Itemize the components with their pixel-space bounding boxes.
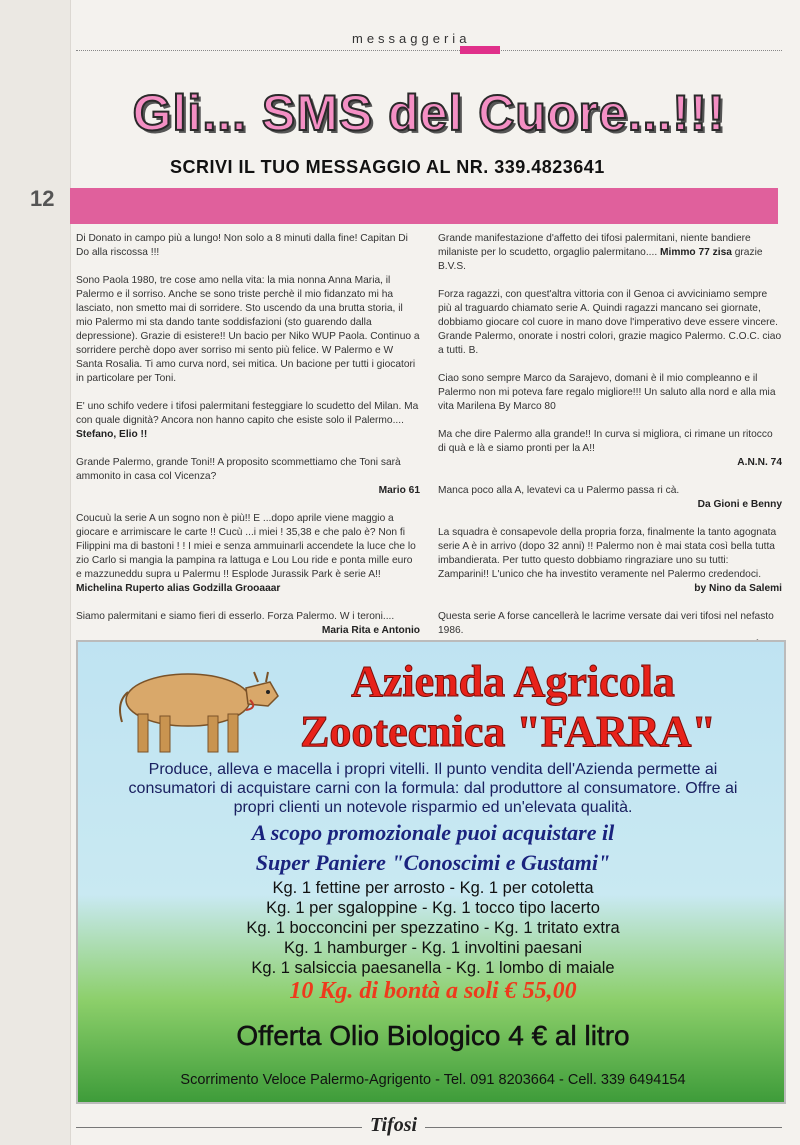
message-text: Siamo palermitani e siamo fieri di esserlo. Forza Palermo. W i teroni.... (76, 611, 395, 622)
message (76, 400, 420, 442)
message (438, 526, 782, 596)
ad-description: Produce, alleva e macella i propri vitelli. Il punto vendita dell'Azienda permette ai consumatori di acquistare carni con la formula: dal produttore al consumatore. Offre ai propri clienti un notevole risparmio ed un'elevata qualità. (128, 761, 738, 816)
magazine-brand: Tifosi (362, 1114, 425, 1137)
message-text: Forza ragazzi, con quest'altra vittoria con il Genoa ci avviciniamo sempre più al traguardo chiamato serie A. Quindi ragazzi mancano sei giornate, dobbiamo giocare col cuore in mano dove l'imperativo deve essere vincere. Grande Palermo, onorate i nostri colori, grazie magico Palermo. C.O.C. ciao a tutti. B. (438, 289, 782, 356)
message-text: Ma che dire Palermo alla grande!! In curva si migliora, ci rimane un ritocco di quà e là e siamo pronti per la A!! (438, 429, 773, 454)
ad-item: Kg. 1 salsiccia paesanella - Kg. 1 lombo di maiale (251, 959, 615, 977)
message-text: Coucuù la serie A un sogno non è più!! E ...dopo aprile viene maggio a giocare e arrimiscare le carte !! Cucù ...i miei ! 35,38 e che palo è? Non fi Filippini ma di bastoni ! ! I miei e senza ammuinarli accendete la luce che lo zio Carlo si mangia la pampina ra lattuga e Lou Lou ride e ponta mille euro e mazzuneddu supra u Palermu !! Esplode Jurassik Park è serie A!! (76, 513, 416, 580)
message (438, 232, 782, 274)
message (76, 232, 420, 260)
message (76, 456, 420, 498)
message-text: La squadra è consapevole della propria forza, finalmente la tanto agognata serie A è in arrivo (dopo 32 anni) !! Palermo non è mai stata così bella tutta imbandierata. Per tutto questo dobbiamo ringraziare uno su tutti: Zamparini!! L'unico che ha investito veramente nel Palermo credendoci. (438, 527, 777, 580)
message-text: Questa serie A forse cancellerà le lacrime versate dai veri tifosi nel nefasto 1986. (438, 611, 774, 636)
message-signature: Michelina Ruperto alias Godzilla Grooaaar (76, 583, 281, 594)
page-number: 12 (30, 186, 55, 211)
message-signature: Stefano, Elio !! (76, 429, 148, 440)
messages-right-column (438, 232, 782, 666)
ad-item: Kg. 1 fettine per arrosto - Kg. 1 per cotoletta (272, 879, 594, 897)
message-extra: grazie B.V.S. (438, 247, 763, 272)
message-signature: Da Gioni e Benny (697, 499, 782, 510)
page-margin-strip (0, 0, 71, 1145)
page-title: Gli... SMS del Cuore...!!! (132, 85, 726, 141)
section-label: messaggeria (352, 31, 471, 46)
ad-promo-line: A scopo promozionale puoi acquistare il (251, 820, 615, 845)
ad-item-list (118, 878, 748, 978)
message (76, 512, 420, 596)
message (76, 274, 420, 386)
ad-contact: Scorrimento Veloce Palermo-Agrigento - Tel. 091 8203664 - Cell. 339 6494154 (180, 1072, 686, 1088)
message-signature: Mimmo 77 zisa (660, 247, 732, 258)
message (76, 610, 420, 638)
advertisement (76, 640, 786, 1104)
message (438, 428, 782, 470)
pink-banner (70, 188, 778, 224)
message-signature: by Nino da Salemi (694, 583, 782, 594)
ad-oil-offer: Offerta Olio Biologico 4 € al litro (236, 1020, 630, 1051)
ad-item: Kg. 1 per sgaloppine - Kg. 1 tocco tipo lacerto (266, 899, 600, 917)
messages-left-column (76, 232, 420, 652)
message (438, 288, 782, 358)
page-subtitle: SCRIVI IL TUO MESSAGGIO AL NR. 339.4823641 (170, 157, 605, 177)
ad-title: Azienda Agricola (351, 657, 675, 706)
message-text: Sono Paola 1980, tre cose amo nella vita: la mia nonna Anna Maria, il Palermo e il sorriso. Anche se sono triste perchè il mio fidanzato mi ha lasciato, non smetto mai di sorridere. Sto uscendo da una brutta storia, il mio Palermo mi sta dando tante soddisfazioni (sto guarendo dalla depressione). Grazie di esistere!! Un bacio per Niko WUP Paola. Continuo a sorridere perchè dopo aver sorriso mi sento più felice. W Palermo e W Santa Rosalia. Ti amo curva nord, sei mitica. Un bacione per tutti i giocatori in particolare per Toni. (76, 275, 420, 384)
top-divider (76, 50, 782, 51)
ad-title-line2: Zootecnica "FARRA" (300, 707, 716, 756)
section-marker (460, 46, 500, 54)
ad-promo-line: Super Paniere "Conoscimi e Gustami" (255, 850, 611, 875)
message-text: Grande Palermo, grande Toni!! A proposito scommettiamo che Toni sarà ammonito in casa col Vicenza? (76, 457, 401, 482)
message-text: Grande manifestazione d'affetto dei tifosi palermitani, niente bandiere milaniste per lo scudetto, orgaglio palermitano.... (438, 233, 751, 258)
message-text: E' uno schifo vedere i tifosi palermitani festeggiare lo scudetto del Milan. Ma con quale dignità? Ancora non hanno capito che esiste solo il Palermo.... (76, 401, 419, 426)
ad-price: 10 Kg. di bontà a soli € 55,00 (289, 978, 577, 1004)
bottom-divider (76, 1127, 782, 1128)
ad-item: Kg. 1 hamburger - Kg. 1 involtini paesani (283, 939, 583, 957)
message-signature: Mario 61 (378, 485, 420, 496)
message-text: Manca poco alla A, levatevi ca u Palermo passa ri cà. (438, 485, 680, 496)
message (438, 484, 782, 512)
message-signature: Maria Rita e Antonio (321, 625, 420, 636)
message-text: Di Donato in campo più a lungo! Non solo a 8 minuti dalla fine! Capitan Di Do alla riscossa !!! (76, 233, 408, 258)
message (438, 372, 782, 414)
message-text: Ciao sono sempre Marco da Sarajevo, domani è il mio compleanno e il Palermo non mi poteva fare regalo migliore!!! Un saluto alla nord e alla mia vita Marilena By Marco 80 (438, 373, 776, 412)
message-signature: A.N.N. 74 (737, 457, 782, 468)
ad-promo (118, 818, 748, 878)
ad-item: Kg. 1 bocconcini per spezzatino - Kg. 1 tritato extra (246, 919, 620, 937)
